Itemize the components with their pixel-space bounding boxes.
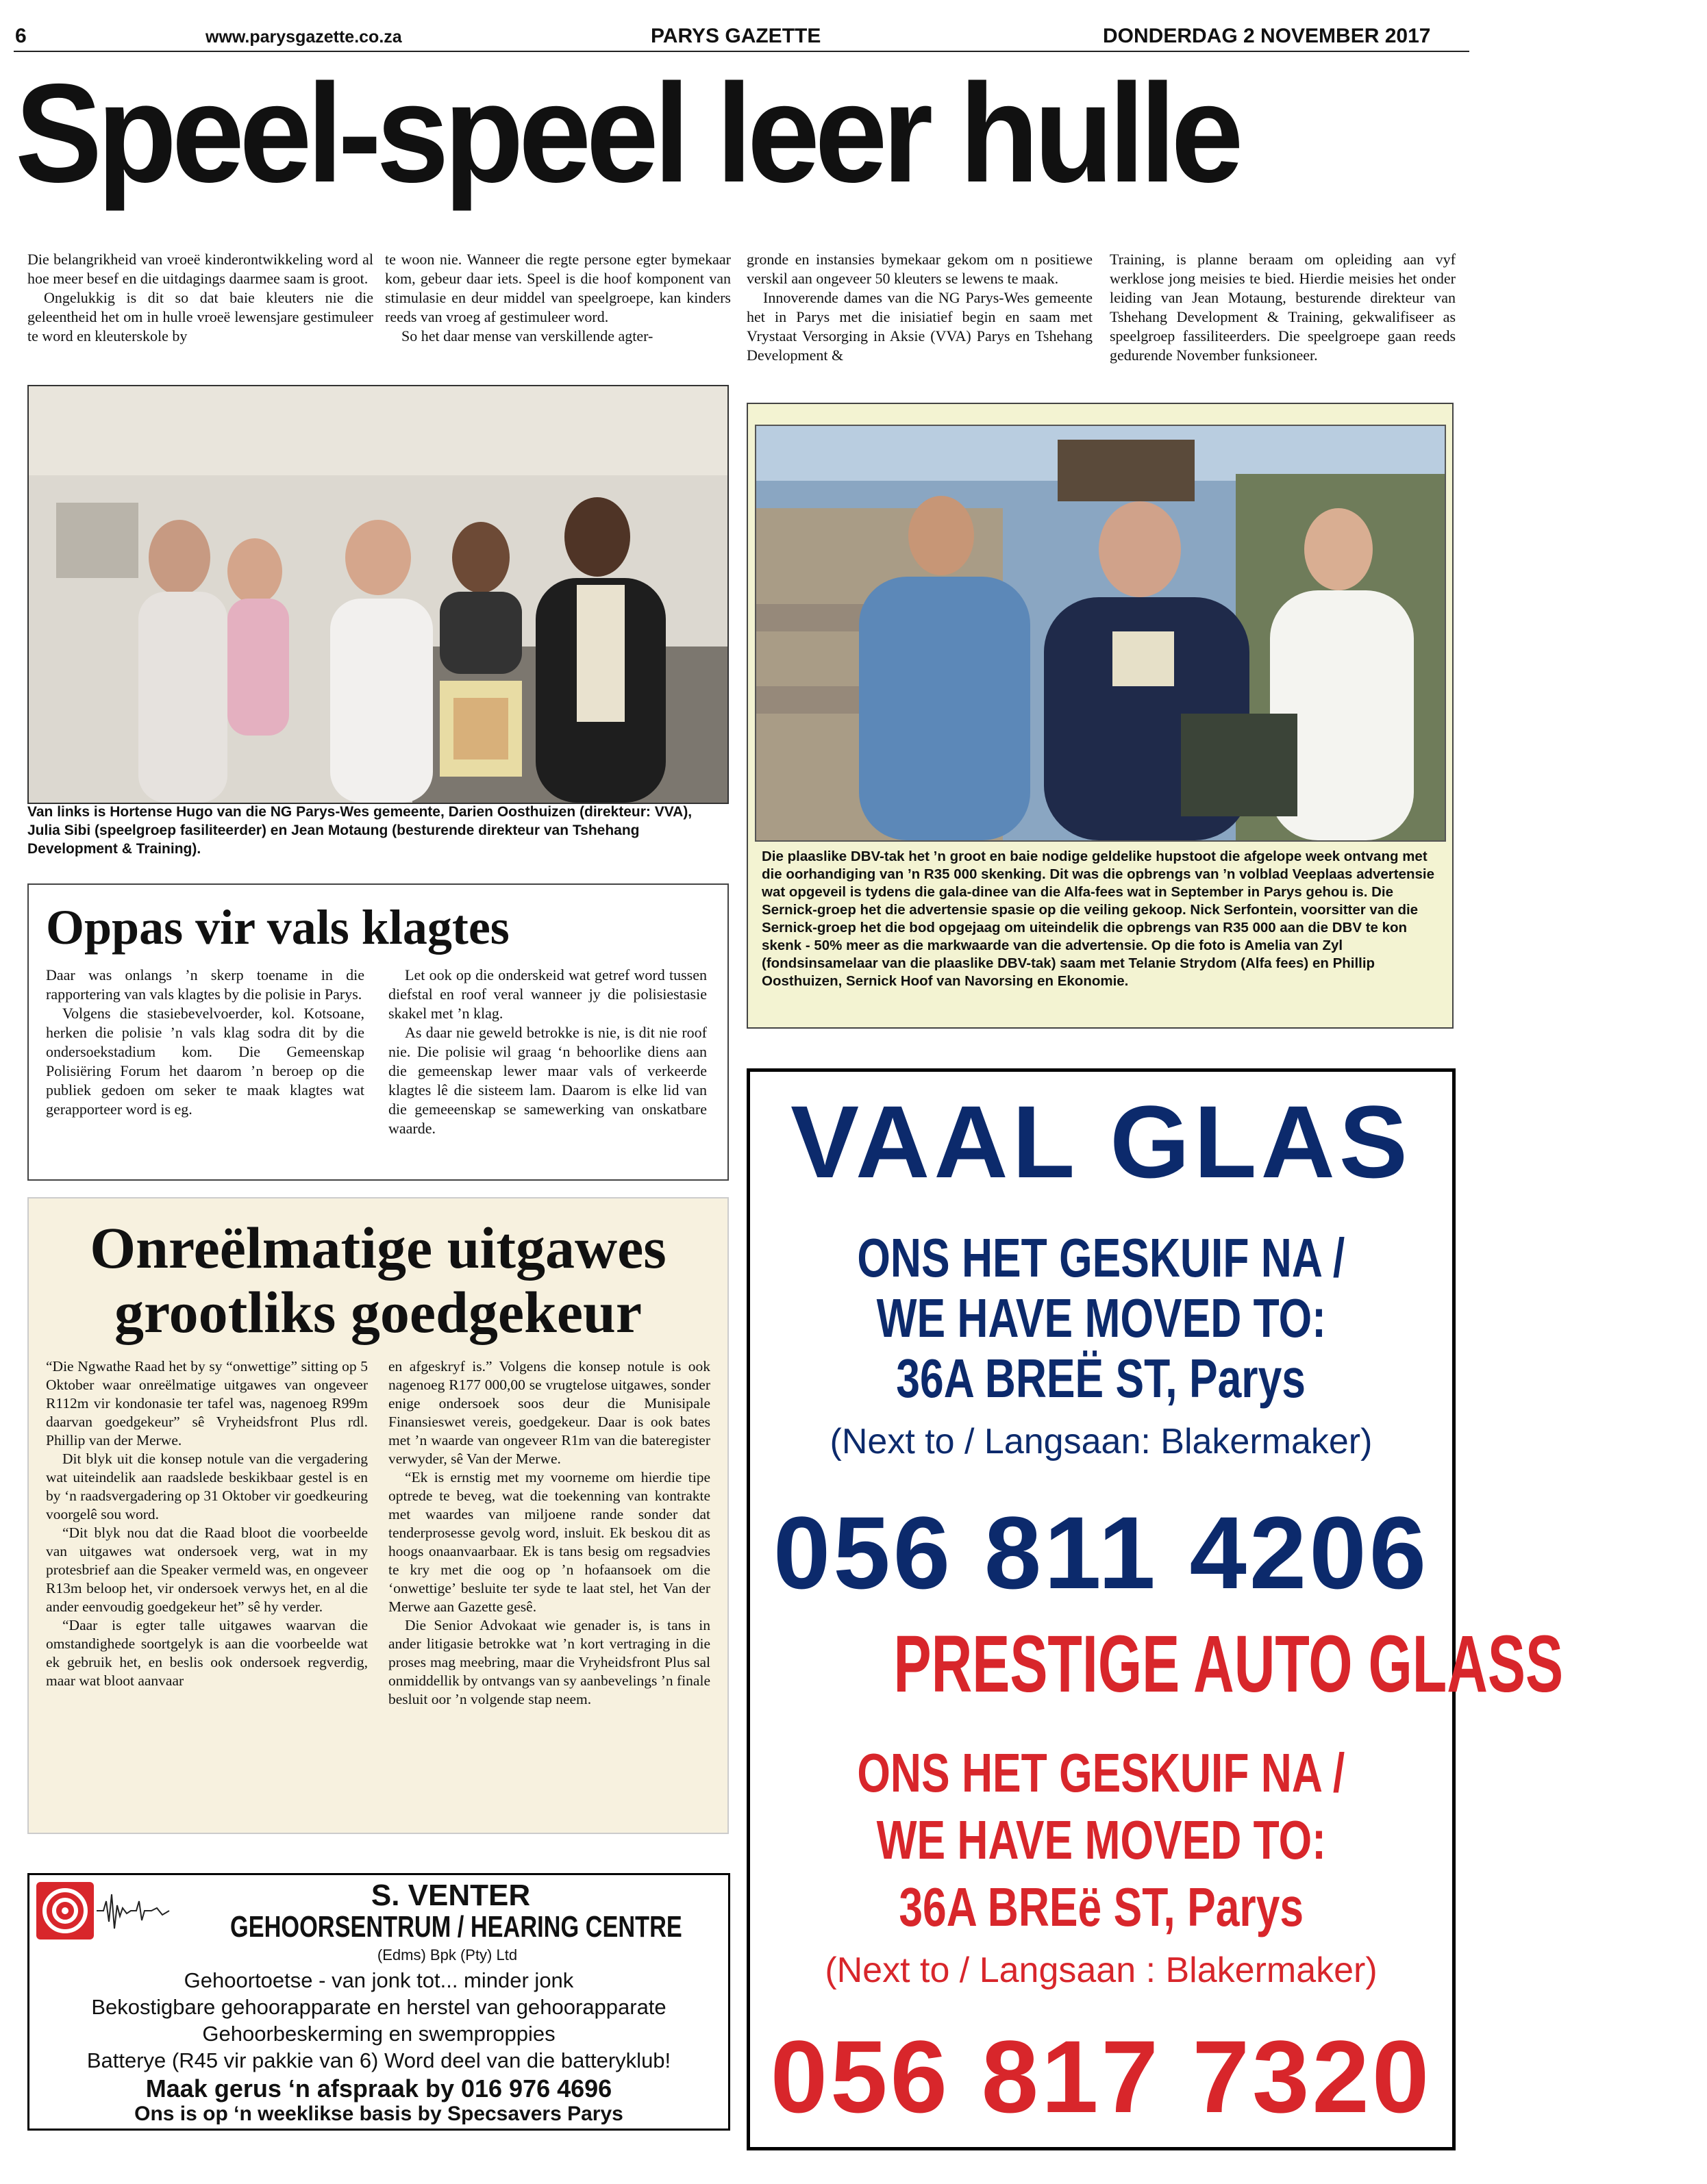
moved2-line1-text: ONS HET GESKUIF NA / — [857, 1742, 1345, 1803]
address1-text: 36A BREË ST, Parys — [896, 1348, 1306, 1409]
next-to1: (Next to / Langsaan: Blakermaker) — [830, 1422, 1373, 1461]
paper-name: PARYS GAZETTE — [651, 25, 821, 47]
hearing-title-text: GEHOORSENTRUM / HEARING CENTRE — [230, 1910, 682, 1944]
paragraph: Die Senior Advokaat wie genader is, is tans in ander litigasie betrokke wat ’n kort vertraging in die proses mag meebring, maar die Vryheidsfront Plus sal onmiddellik by ontvangs van sy aanbevelings ’n finale besluit oor ’n volgende stap neem. — [388, 1617, 710, 1707]
service-line: Gehoortoetse - van jonk tot... minder jonk — [184, 1968, 574, 1992]
paragraph: Let ook op die onderskeid wat getref word tussen diefstal en roof veral wanneer jy die polisiestasie skakel met ’n klag. — [388, 966, 707, 1022]
paragraph: “Dit blyk nou dat die Raad bloot die voorbeelde van uitgawes wat ondersoek verg, wat in my protesbrief aan die Speaker vermeld was, en ongeveer R13m beloop het, vir ondersoek verwys het, en al die ander eenvoudig goedgekeur het” sê hy verder. — [46, 1524, 368, 1615]
paragraph: en afgeskryf is.” Volgens die konsep notule is ook nagenoeg R177 000,00 se vrugtelose uitgawes, sonder enige ondersoek soos deur die Munisipale Finansieswet vereis, goedgekeur. Daar is ook bates met ’n waarde van ongeveer R1m van die bateregister verwyder, sê Van der Merwe. — [388, 1358, 710, 1467]
moved2-line2 — [750, 1810, 1452, 1870]
paragraph: Die belangrikheid van vroeë kinderontwikkeling word al hoe meer besef en die uitdagings daarmee saam is groot. — [27, 251, 373, 287]
hearing-cta: Maak gerus ‘n afspraak by 016 976 4696 — [145, 2074, 612, 2103]
phone2: 056 817 7320 — [770, 2019, 1432, 2134]
prestige-brand-text: PRESTIGE AUTO GLASS — [893, 1619, 1564, 1709]
service-line: Batterye (R45 vir pakkie van 6) Word deel van die batteryklub! — [86, 2048, 671, 2072]
service-line: Gehoorbeskerming en swemproppies — [202, 2022, 556, 2046]
vaal-glas-brand: VAAL GLAS — [790, 1084, 1412, 1199]
hearing-title — [166, 1911, 728, 1944]
address2 — [750, 1877, 1452, 1937]
paragraph: Dit blyk uit die konsep notule van die vergadering wat uiteindelik aan raadslede beskikbaar gestel is en by ‘n raadsvergadering op 31 Oktober vir goedkeuring voorgelê sou word. — [46, 1451, 368, 1522]
dbv-photo-image — [756, 426, 1445, 840]
paragraph: te woon nie. Wanneer die regte persone egter bymekaar kom, gebeur daar iets. Speel is die hoof komponent van stimulasie en deur middel van speelgroepe, kan kinders reeds van vroeg af gestimuleer word. — [385, 251, 731, 325]
article1-col1 — [27, 250, 373, 346]
masthead-rule — [14, 51, 1469, 52]
ear-waveform-icon — [35, 1881, 172, 1941]
paragraph: Innoverende dames van die NG Parys-Wes gemeente het in Parys met die inisiatief begin en saam met Vrystaat Versorging in Aksie (VVA) Parys en Tshehang Development & — [747, 289, 1093, 364]
hearing-centre-ad — [27, 1873, 730, 2131]
paragraph: Ongelukkig is dit so dat baie kleuters nie die geleentheid het om in hulle vroeë lewensjare gestimuleer te word en kleuterskole by — [27, 289, 373, 344]
moved-line1-text: ONS HET GESKUIF NA / — [857, 1227, 1345, 1288]
website: www.parysgazette.co.za — [205, 27, 402, 47]
page-number: 6 — [15, 25, 27, 47]
article3-headline-line1: Onreëlmatige uitgawes — [90, 1215, 666, 1281]
paragraph: As daar nie geweld betrokke is nie, is dit nie roof nie. Die polisie wil graag ‘n behoorlike diens aan die gemeenskap lewer maar vals of verkeerde klagtes lê die sisteem lam. Daarom is elke lid van die gemeeenskap se samewerking van onskatbare waarde. — [388, 1024, 707, 1137]
vaal-glas-ad — [747, 1068, 1564, 2150]
hearing-company: (Edms) Bpk (Pty) Ltd — [377, 1946, 518, 1963]
moved2-line1 — [750, 1743, 1452, 1803]
phone1: 056 811 4206 — [773, 1495, 1430, 1610]
hearing-footer: Ons is op ‘n weeklikse basis by Specsavers Parys — [134, 2103, 623, 2125]
article1-col2 — [385, 250, 731, 346]
dbv-box — [747, 403, 1454, 1029]
issue-date: DONDERDAG 2 NOVEMBER 2017 — [1103, 25, 1431, 47]
next-to2: (Next to / Langsaan : Blakermaker) — [825, 1950, 1378, 1990]
paragraph: “Die Ngwathe Raad het by sy “onwettige” sitting op 5 Oktober waar onreëlmatige uitgawes van ongeveer R112m vir kondonasie ter tafel was, nagenoeg R99m daarvan goedgekeur” sê Vryheidsfront Plus rdl. Phillip van der Merwe. — [46, 1358, 368, 1448]
main-headline: Speel-speel leer hulle — [15, 55, 1239, 212]
prestige-brand — [750, 1619, 1564, 1709]
hearing-name: S. VENTER — [371, 1879, 531, 1912]
paragraph: “Daar is egter talle uitgawes waarvan die omstandighede soortgelyk is aan die voorbeelde wat ek gebruik het, en beslis ook ondersoek regverdig, maar wat bloot aanvaar — [46, 1617, 368, 1689]
moved-line1 — [750, 1228, 1452, 1288]
address2-text: 36A BREë ST, Parys — [899, 1877, 1304, 1937]
article3-col1 — [46, 1357, 368, 1690]
moved-line2-text: WE HAVE MOVED TO: — [876, 1288, 1326, 1348]
playgroup-photo-image — [29, 386, 727, 803]
moved2-line2-text: WE HAVE MOVED TO: — [876, 1809, 1326, 1870]
dbv-caption: Die plaaslike DBV-tak het ’n groot en baie nodige geldelike hupstoot die afgelope week ontvang met die oorhandiging van ’n R35 000 skenking. Dit was die opbrengs van ’n volblad Veeplaas advertensie wat opgeveil is tydens die gala-dinee van die Alfa-fees wat in September in Parys gehou is. Die Sernick-groep het die advertensie spasie op die veiling gekoop. Nick Serfontein, voorsitter van die Sernick-groep het die bod opgejaag om uiteindelik die opbrengs van R35 000 aan die DBV te kon skenk - 50% meer as die markwaarde van die advertensie. Op die foto is Amelia van Zyl (fondsinsamelaar van die plaaslike DBV-tak) saam met Telanie Strydom (Alfa fees) en Phillip Oosthuizen, Sernick Hoof van Navorsing en Ekonomie. — [762, 849, 1435, 989]
paragraph: Training, is planne beraam om opleiding aan vyf werklose jong meisies te bied. Hierdie meisies het onder leiding van Jean Motaung, besturende direkteur van Tshehang Development & Training, gekwalifiseer as speelgroep fassiliteerders. Die speelgroepe gaan reeds gedurende November funksioneer. — [1110, 251, 1456, 364]
article2-col1 — [46, 966, 364, 1119]
service-line: Bekostigbare gehoorapparate en herstel van gehoorapparate — [91, 1995, 666, 2019]
article2-col2 — [388, 966, 707, 1138]
playgroup-caption: Van links is Hortense Hugo van die NG Parys-Wes gemeente, Darien Oosthuizen (direkteur: VVA), Julia Sibi (speelgroep fasiliteerder) en Jean Motaung (besturende direkteur van Tshehang Development & Training). — [27, 804, 693, 857]
article2-box — [27, 883, 729, 1181]
article1-col4 — [1110, 250, 1456, 365]
article2-headline: Oppas vir vals klagtes — [46, 900, 510, 955]
article1-col3 — [747, 250, 1093, 365]
address1 — [750, 1348, 1452, 1409]
moved-line2 — [750, 1288, 1452, 1348]
article3-headline-line2: grootliks goedgekeur — [114, 1279, 642, 1345]
paragraph: gronde en instansies bymekaar gekom om n positiewe verskil aan ongeveer 50 kleuters se lewens te maak. — [747, 251, 1093, 287]
paragraph: “Ek is ernstig met my voorneme om hierdie tipe optrede te beveg, wat die toekenning van kontrakte met waardes van miljoene rande sonder dat tenderprosesse gevolg word, insluit. Ek beskou dit as hoogs onaanvaarbaar. Ek is tans besig om regsadvies te kry met die oog op ’n hofaansoek om die ‘onwettige’ besluite ter syde te laat stel, het Van der Merwe aan Gazette gesê. — [388, 1469, 710, 1615]
hearing-services — [29, 1967, 728, 2074]
hearing-logo-icon — [35, 1881, 172, 1941]
paragraph: Volgens die stasiebevelvoerder, kol. Kotsoane, herken die polisie ’n vals klag sodra dit by die ondersoekstadium kom. Die Gemeenskap Polisiëring Forum het daarom ’n beroep op die publiek gedoen om seker te maak klagtes wat gerapporteer word is eg. — [46, 1005, 364, 1118]
paragraph: So het daar mense van verskillende agter- — [401, 327, 653, 344]
playgroup-photo — [27, 385, 729, 804]
article3-box — [27, 1197, 729, 1834]
dbv-photo — [755, 425, 1446, 842]
paragraph: Daar was onlangs ’n skerp toename in die rapportering van vals klagtes by die polisie in Parys. — [46, 966, 364, 1003]
article3-col2 — [388, 1357, 710, 1709]
